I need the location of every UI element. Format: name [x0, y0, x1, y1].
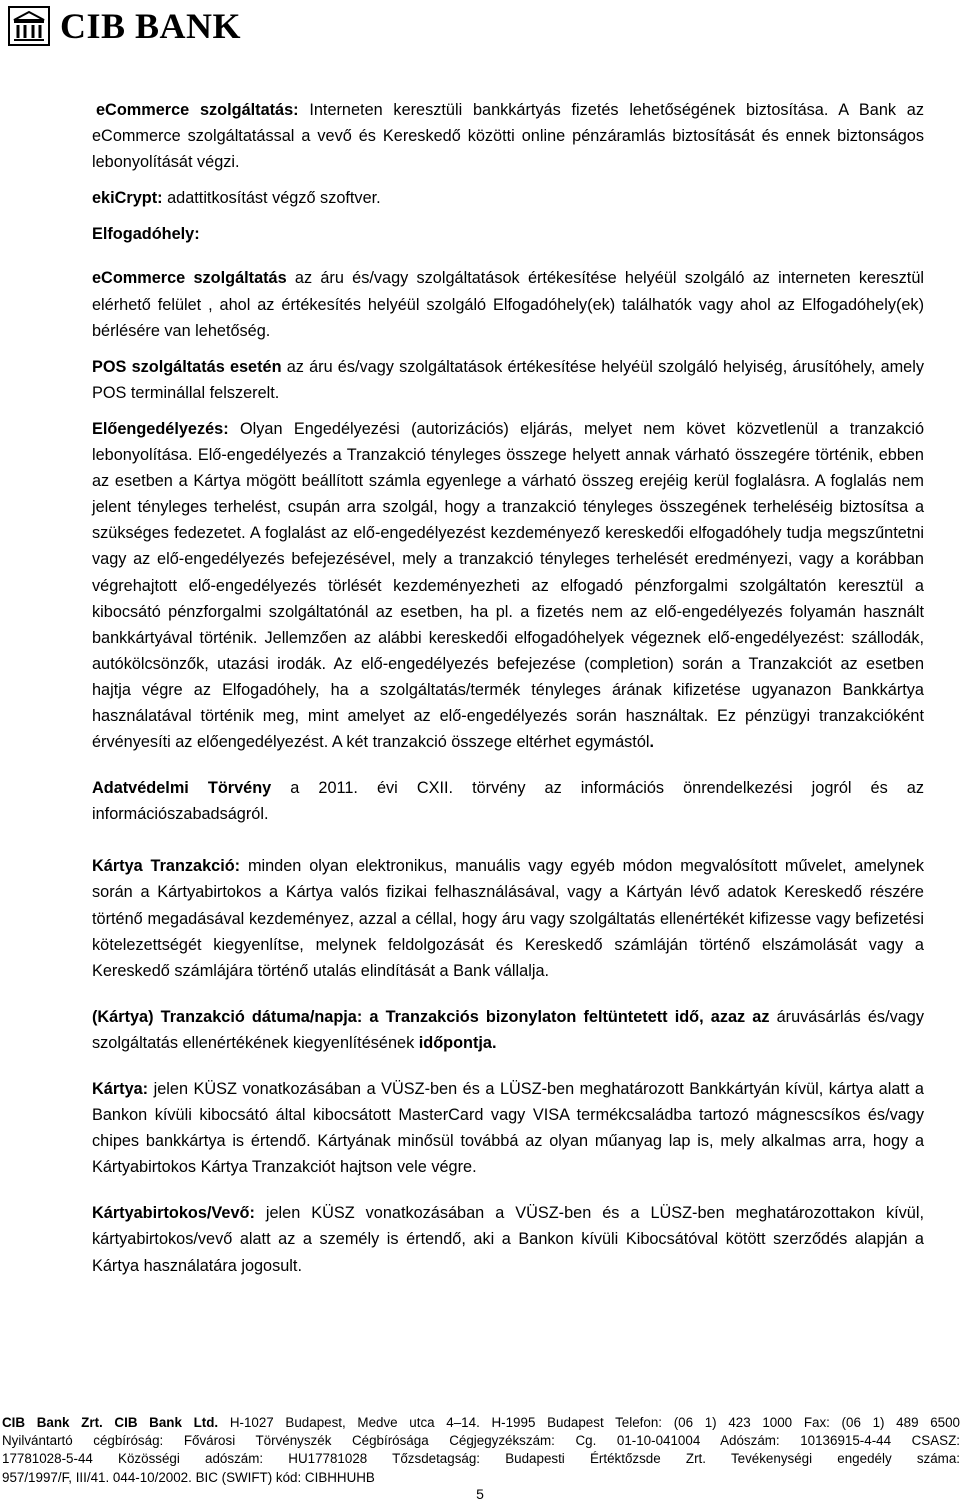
definition-text: az áru és/vagy szolgáltatások értékesítése helyéül szolgáló helyiség, árusítóhely, amely POS terminállal felszerelt.	[92, 357, 924, 402]
term: ekiCrypt:	[92, 189, 163, 208]
definition-card	[92, 1076, 924, 1180]
definition-ecommerce-service	[92, 97, 924, 175]
term: Elfogadóhely:	[92, 225, 200, 244]
definition-acceptance-point	[92, 221, 924, 247]
definition-pos-service	[92, 354, 924, 406]
footer-line-address	[0, 1414, 960, 1432]
definition-preauthorization	[92, 416, 924, 755]
bank-logo-text: CIB BANK	[60, 6, 242, 46]
term: Előengedélyezés:	[92, 419, 229, 438]
page-number: 5	[476, 1486, 484, 1502]
term: Adatvédelmi Törvény	[92, 779, 272, 798]
footer-address-text: H-1027 Budapest, Medve utca 4–14. H-1995 Budapest Telefon: (06 1) 423 1000 Fax: (06 1) 489 6500	[218, 1415, 960, 1430]
term: (Kártya) Tranzakció dátuma/napja: a Tranzakciós bizonylaton feltüntetett idő, azaz az	[92, 1007, 770, 1026]
footer-company-name: CIB Bank Zrt. CIB Bank Ltd.	[2, 1415, 219, 1430]
bank-header	[8, 4, 241, 48]
definition-data-protection-act	[92, 775, 924, 827]
bank-building-logo-icon	[8, 6, 50, 46]
term: Kártyabirtokos/Vevő:	[92, 1204, 255, 1223]
definition-ekicrypt	[92, 185, 924, 211]
document-body	[92, 97, 924, 1279]
definition-transaction-date	[92, 1004, 924, 1056]
definition-text: Interneten keresztüli bankkártyás fizetés lehetőségének biztosítása. A Bank az eCommerce szolgáltatással a vevő és Kereskedő közötti online pénzáramlás biztosítását és ennek biztonságos lebonyolítását végzi.	[92, 101, 924, 172]
term: eCommerce szolgáltatás:	[96, 101, 299, 119]
definition-text: Olyan Engedélyezési (autorizációs) eljárás, melyet nem követ közvetlenül a tranzakció lebonyolítása. Elő-engedélyezés a Tranzakció tényleges összege helyett annak várható összegére történik, ebben az esetben a Kártya mögött beállított számla egyenlege a várható összeg erejéig kerül foglalásra. A foglalás nem jelent tényleges terhelést, csupán arra szolgál, hogy a tranzakció tényleges összegének terheléséig biztosítsa a szükséges fedezetet. A foglalást az elő-engedélyezést kezdeményező kereskedői elfogadóhely tudja megszűntetni vagy az elő-engedélyezés befejezésével, mely a tranzakció tényleges terhelését eredményezi, vagy a korábban végrehajtott elő-engedélyezés törlését kezdeményezheti az elfogadó pénzforgalmi szolgáltatón keresztül a kibocsátó pénzforgalmi szolgáltatónál az esetben, ha pl. a fizetés nem az elő-engedélyezés folyamán használt bankkártyával történik. Jellemzően az alábbi kereskedői elfogadóhelyek végeznek elő-engedélyezést: szállodák, autókölcsönzők, utazási irodák. Az elő-engedélyezés befejezése (completion) során a Tranzakciót az esetben hajtja végre az Elfogadóhely, ha a szolgáltatás/termék tényleges árának kifizetése ugyanazon Bankkártya használatával történik meg, mint amelyet az elő-engedélyezés során használtak. Ez pénzügyi tranzakcióként érvényesíti az előengedélyezést. A két tranzakció összege eltérhet egymástól	[92, 419, 924, 752]
definition-text: minden olyan elektronikus, manuális vagy egyéb módon megvalósított művelet, amelynek során a Kártyabirtokos a Kártya valós fizikai felhasználásával, vagy a Kártyán lévő adatok Kereskedő részére történő megadásával kezdeményez, azzal a céllal, hogy áru vagy szolgáltatás ellenértékét kifizesse vagy befizetési kötelezettségét kiegyenlítse, melynek feldolgozását és Kereskedő számláján történő elszámolását vagy a Kereskedő számlájára történő utalás elindítását a Bank vállalja.	[92, 857, 924, 980]
footer-line-license: 957/1997/F, III/41. 044-10/2002. BIC (SWIFT) kód: CIBHHUHB	[2, 1469, 375, 1485]
definition-text: jelen KÜSZ vonatkozásában a VÜSZ-ben és a LÜSZ-ben meghatározottakon kívül, kártyabirtokos/vevő alatt az a személy is értendő, aki a Bankon kívüli Kibocsátóval kötött szerződés alapján a Kártya használatára jogosult.	[92, 1204, 924, 1275]
bank-footer	[0, 1414, 960, 1487]
definition-text: áruvásárlás és/vagy szolgáltatás ellenértékének kiegyenlítésének	[92, 1007, 924, 1052]
term: Kártya Tranzakció:	[92, 857, 241, 876]
definition-text: a 2011. évi CXII. törvény az információs önrendelkezési jogról és az információszabadságról.	[92, 779, 924, 824]
definition-cardholder	[92, 1200, 924, 1278]
term: POS szolgáltatás esetén	[92, 357, 282, 376]
definition-card-transaction	[92, 853, 924, 983]
definition-ecommerce-acceptance	[92, 265, 924, 343]
definition-tail: időpontja.	[418, 1033, 497, 1052]
definition-text: jelen KÜSZ vonatkozásában a VÜSZ-ben és a LÜSZ-ben meghatározott Bankkártyán kívül, kártya alatt a Bankon kívüli kibocsátó által kibocsátott MasterCard vagy VISA termékcsaládba tartozó mágnescsíkos és/vagy chipes bankkártya is értendő. Kártyának minősül továbbá az olyan műanyag lap is, mely alkalmas arra, hogy a Kártyabirtokos Kártya Tranzakciót hajtson vele végre.	[92, 1080, 924, 1177]
term: Kártya:	[92, 1080, 149, 1098]
footer-line-registry: Nyilvántartó cégbíróság: Fővárosi Törvényszék Cégbírósága Cégjegyzékszám: Cg. 01-10-041004 Adószám: 10136915-4-44 CSASZ:	[2, 1433, 960, 1449]
definition-tail: .	[649, 733, 655, 752]
footer-line-tax: 17781028-5-44 Közösségi adószám: HU17781028 Tőzsdetagság: Budapesti Értéktőzsde Zrt. Tevékenységi engedély száma:	[2, 1451, 960, 1467]
term: eCommerce szolgáltatás	[92, 269, 287, 288]
definition-text: adattitkosítást végző szoftver.	[162, 189, 381, 208]
definition-text: az áru és/vagy szolgáltatások értékesítése helyéül szolgáló az interneten keresztül elérhető felület , ahol az értékesítés helyéül szolgáló Elfogadóhely(ek) találhatók vagy ahol az Elfogadóhely(ek) bérlésére van lehetőség.	[92, 269, 924, 340]
